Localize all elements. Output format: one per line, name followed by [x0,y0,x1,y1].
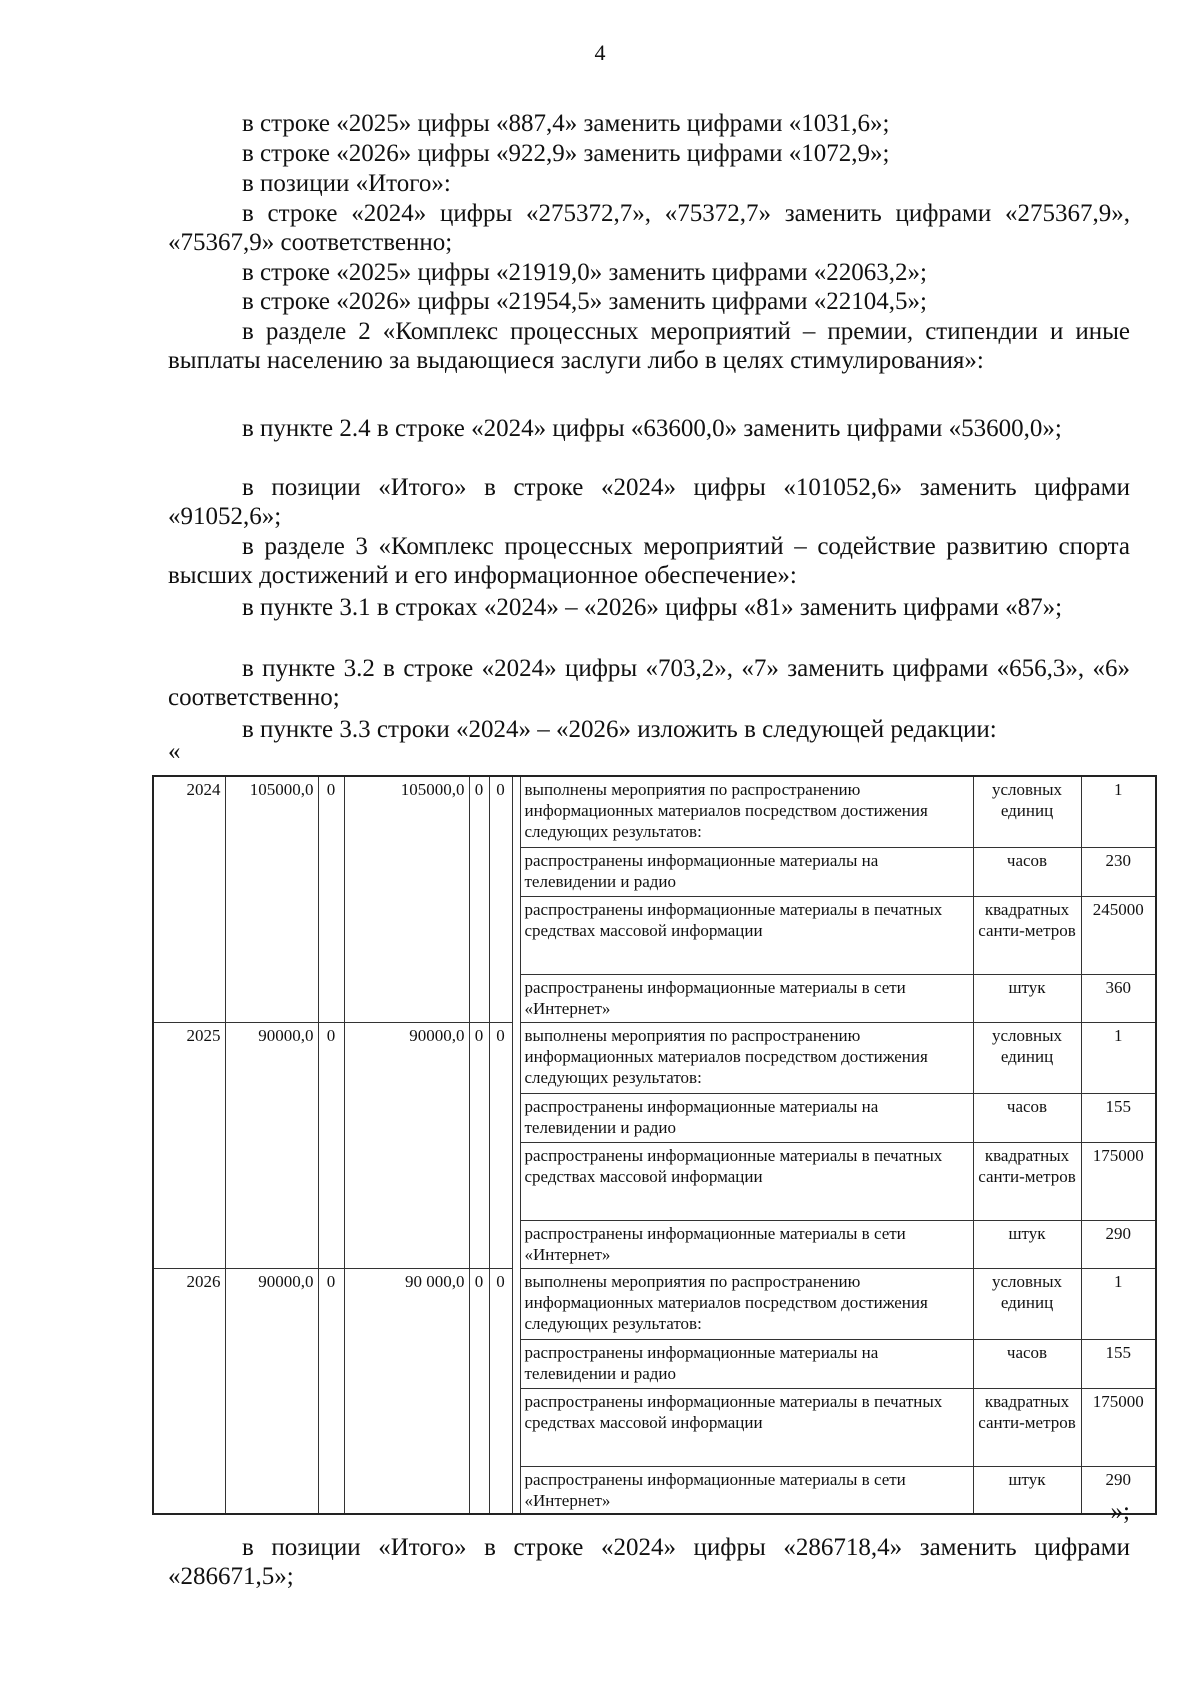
item-unit: квадратных санти-метров [973,1142,1081,1220]
paragraph-9: в позиции «Итого» в строке «2024» цифры «101052,6» заменить цифрами «91052,6»; [168,474,1130,530]
item-description: выполнены мероприятия по распространению информационных материалов посредством достижения следующих результатов: [520,1268,973,1339]
spacer-cell [512,1268,520,1514]
closing-quote: »; [1110,1498,1130,1525]
item-unit: условных единиц [973,1268,1081,1339]
item-description: распространены информационные материалы в сети «Интернет» [520,1220,973,1268]
item-quantity: 175000 [1081,1142,1156,1220]
paragraph-5: в строке «2025» цифры «21919,0» заменить цифрами «22063,2»; [242,259,927,286]
item-unit: квадратных санти-метров [973,896,1081,974]
row-col4: 0 [469,1268,489,1514]
spacer-cell [512,776,520,1022]
paragraph-13: в пункте 3.3 строки «2024» – «2026» изложить в следующей редакции: [242,716,997,743]
table-row [153,776,1156,847]
row-col2: 0 [318,1022,344,1268]
opening-quote: « [168,738,181,765]
item-description: распространены информационные материалы на телевидении и радио [520,847,973,896]
item-unit: условных единиц [973,1022,1081,1093]
item-quantity: 1 [1081,1268,1156,1339]
item-unit: часов [973,1339,1081,1388]
row-col3: 90000,0 [344,1022,469,1268]
item-description: выполнены мероприятия по распространению информационных материалов посредством достижения следующих результатов: [520,776,973,847]
table-row [153,1022,1156,1093]
row-col3: 90 000,0 [344,1268,469,1514]
row-col4: 0 [469,776,489,1022]
table-row [153,1268,1156,1339]
item-description: распространены информационные материалы на телевидении и радио [520,1339,973,1388]
row-total: 90000,0 [225,1268,318,1514]
row-col2: 0 [318,1268,344,1514]
item-unit: квадратных санти-метров [973,1388,1081,1466]
row-col5: 0 [489,776,512,1022]
item-quantity: 360 [1081,974,1156,1022]
row-year: 2026 [153,1268,225,1514]
item-unit: штук [973,974,1081,1022]
item-quantity: 175000 [1081,1388,1156,1466]
item-description: распространены информационные материалы в сети «Интернет» [520,974,973,1022]
item-quantity: 155 [1081,1339,1156,1388]
row-total: 105000,0 [225,776,318,1022]
paragraph-11: в пункте 3.1 в строках «2024» – «2026» цифры «81» заменить цифрами «87»; [242,594,1063,621]
item-description: распространены информационные материалы в сети «Интернет» [520,1466,973,1514]
item-quantity: 230 [1081,847,1156,896]
item-description: распространены информационные материалы в печатных средствах массовой информации [520,1142,973,1220]
row-col3: 105000,0 [344,776,469,1022]
row-year: 2024 [153,776,225,1022]
paragraph-2: в строке «2026» цифры «922,9» заменить цифрами «1072,9»; [242,140,890,167]
spacer-cell [512,1022,520,1268]
item-quantity: 1 [1081,776,1156,847]
paragraph-3: в позиции «Итого»: [242,170,451,197]
item-quantity: 290 [1081,1466,1156,1514]
row-col2: 0 [318,776,344,1022]
paragraph-1: в строке «2025» цифры «887,4» заменить цифрами «1031,6»; [242,110,890,137]
item-description: распространены информационные материалы на телевидении и радио [520,1093,973,1142]
item-description: распространены информационные материалы в печатных средствах массовой информации [520,1388,973,1466]
row-year: 2025 [153,1022,225,1268]
item-unit: часов [973,1093,1081,1142]
page-number: 4 [594,40,606,65]
final-paragraph: в позиции «Итого» в строке «2024» цифры «286718,4» заменить цифрами «286671,5»; [168,1534,1130,1590]
row-col4: 0 [469,1022,489,1268]
item-description: распространены информационные материалы в печатных средствах массовой информации [520,896,973,974]
row-col5: 0 [489,1022,512,1268]
paragraph-7: в разделе 2 «Комплекс процессных мероприятий – премии, стипендии и иные выплаты населению за выдающиеся заслуги либо в целях стимулирования»: [168,318,1130,374]
item-description: выполнены мероприятия по распространению информационных материалов посредством достижения следующих результатов: [520,1022,973,1093]
item-quantity: 290 [1081,1220,1156,1268]
row-col5: 0 [489,1268,512,1514]
item-quantity: 245000 [1081,896,1156,974]
item-unit: штук [973,1466,1081,1514]
item-unit: часов [973,847,1081,896]
paragraph-8: в пункте 2.4 в строке «2024» цифры «63600,0» заменить цифрами «53600,0»; [242,415,1062,442]
paragraph-12: в пункте 3.2 в строке «2024» цифры «703,2», «7» заменить цифрами «656,3», «6» соответственно; [168,655,1130,711]
item-quantity: 155 [1081,1093,1156,1142]
paragraph-10: в разделе 3 «Комплекс процессных мероприятий – содействие развитию спорта высших достижений и его информационное обеспечение»: [168,533,1130,589]
results-table [152,775,1157,1515]
item-unit: условных единиц [973,776,1081,847]
item-quantity: 1 [1081,1022,1156,1093]
paragraph-6: в строке «2026» цифры «21954,5» заменить цифрами «22104,5»; [242,288,927,315]
paragraph-4: в строке «2024» цифры «275372,7», «75372,7» заменить цифрами «275367,9», «75367,9» соответственно; [168,200,1130,256]
item-unit: штук [973,1220,1081,1268]
row-total: 90000,0 [225,1022,318,1268]
